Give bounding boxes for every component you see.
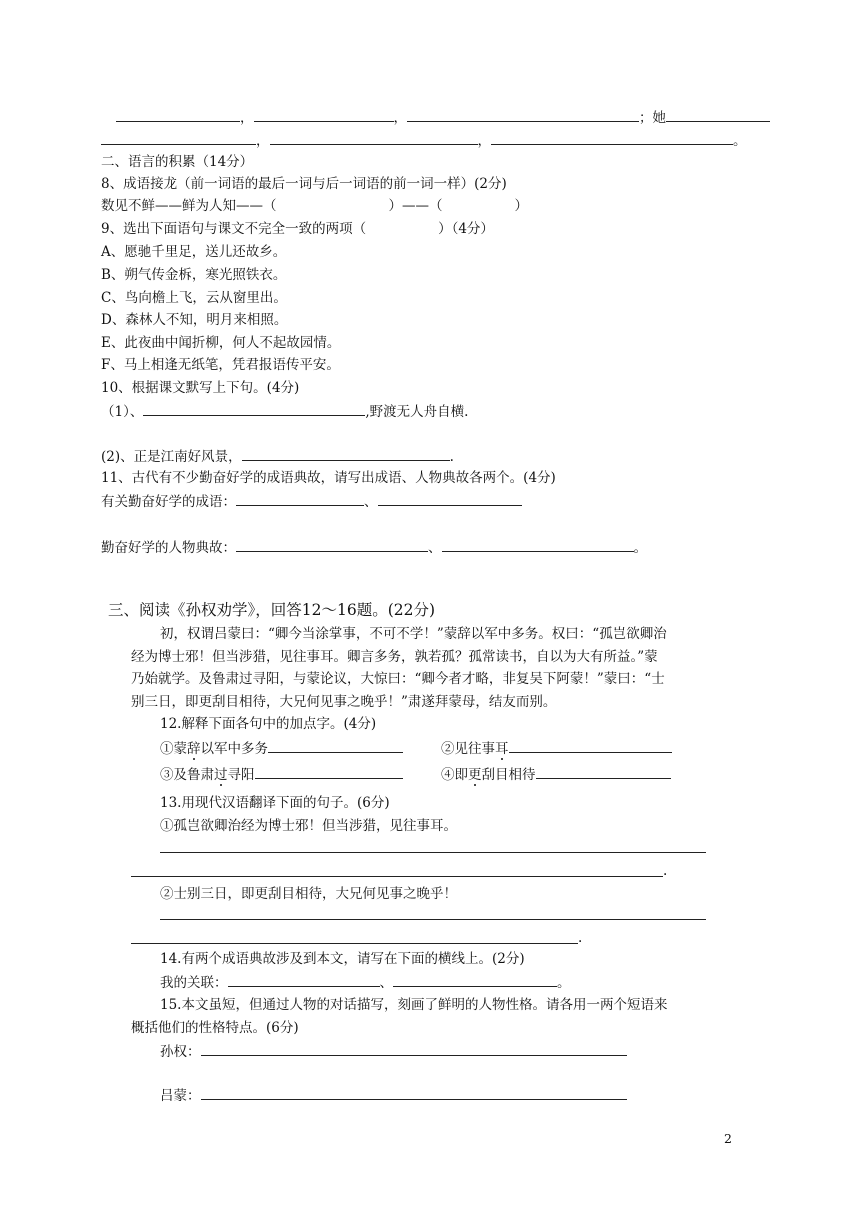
blank[interactable] xyxy=(236,492,364,506)
blank[interactable] xyxy=(270,131,478,145)
relation-line: 我的关联： 、 。 xyxy=(160,975,571,991)
option-e: E、此夜曲中闻折柳，何人不起故园情。 xyxy=(101,335,341,351)
idiom-answer-line: 有关勤奋好学的成语： 、 xyxy=(101,492,522,511)
blank[interactable] xyxy=(236,538,428,552)
option-a: A、愿驰千里足，送儿还故乡。 xyxy=(101,244,287,260)
explain-item-3: ③及鲁肃过寻阳 xyxy=(160,765,403,784)
question-prompt: 12.解释下面各句中的加点字。(4分) xyxy=(160,716,377,732)
explain-item-2: ②见往事耳 xyxy=(441,739,672,758)
option-b: B、朔气传金柝，寒光照铁衣。 xyxy=(101,267,287,283)
explain-item-4: ④即更刮目相待 xyxy=(441,765,671,784)
question-prompt: 13.用现代汉语翻译下面的句子。(6分) xyxy=(160,795,390,811)
question-prompt-cont: 概括他们的性格特点。(6分) xyxy=(131,1020,299,1036)
blank[interactable] xyxy=(255,765,403,779)
period: . xyxy=(578,930,583,946)
answer-line[interactable] xyxy=(160,852,706,853)
question-prompt: 9、选出下面语句与课文不完全一致的两项（ ）（4分） xyxy=(101,221,494,237)
option-d: D、森林人不知，明月来相照。 xyxy=(101,312,288,328)
lvmeng-line: 吕蒙： xyxy=(160,1086,627,1105)
question-prompt: 14.有两个成语典故涉及到本文，请写在下面的横线上。(2分) xyxy=(160,951,525,967)
blank[interactable] xyxy=(491,131,733,145)
blank[interactable] xyxy=(201,1042,627,1056)
recite-line-2: (2)、正是江南好风景， . xyxy=(101,449,454,465)
answer-line[interactable] xyxy=(131,876,663,877)
blank[interactable] xyxy=(442,538,634,552)
blank[interactable] xyxy=(228,973,380,987)
translate-sentence-1: ①孤岂欲卿治经为博士邪！但当涉猎，见往事耳。 xyxy=(160,818,457,834)
recite-line-1: （1）、 ,野渡无人舟自横. xyxy=(101,404,469,420)
question-prompt: 8、成语接龙（前一词语的最后一词与后一词语的前一词一样）(2分) xyxy=(101,176,507,192)
blank[interactable] xyxy=(536,765,671,779)
question-prompt: 11、古代有不少勤奋好学的成语典故，请写出成语、人物典故各两个。(4分) xyxy=(101,470,556,486)
blank[interactable] xyxy=(201,1086,627,1100)
option-f: F、马上相逢无纸笔，凭君报语传平安。 xyxy=(101,357,340,373)
dotted-char: 过 xyxy=(214,767,228,783)
blank[interactable] xyxy=(143,402,365,416)
blank[interactable] xyxy=(268,739,403,753)
fill-line-1: ， ， ；她 xyxy=(116,108,770,127)
period: . xyxy=(663,863,668,879)
blank[interactable] xyxy=(242,447,450,461)
page-number: 2 xyxy=(724,1131,732,1146)
option-c: C、鸟向檐上飞，云从窗里出。 xyxy=(101,290,287,306)
passage-line: 初，权谓吕蒙曰：“卿今当涂掌事，不可不学！”蒙辞以军中多务。权曰：“孤岂欲卿治 xyxy=(160,626,667,642)
passage-line: 别三日，即更刮目相待，大兄何见事之晚乎！”肃遂拜蒙母，结友而别。 xyxy=(131,694,557,710)
idiom-chain: 数见不鲜——鲜为人知——（ ）——（ ） xyxy=(101,198,528,214)
passage-line: 经为博士邪！但当涉猎，见往事耳。卿言多务，孰若孤？孤常读书，自以为大有所益。”蒙 xyxy=(131,649,658,665)
question-prompt: 10、根据课文默写上下句。(4分) xyxy=(101,380,300,396)
question-prompt: 15.本文虽短，但通过人物的对话描写，刻画了鲜明的人物性格。请各用一两个短语来 xyxy=(160,997,668,1013)
explain-item-1: ①蒙辞以军中多务 xyxy=(160,739,403,758)
blank[interactable] xyxy=(116,108,240,122)
answer-line[interactable] xyxy=(160,919,706,920)
blank[interactable] xyxy=(254,108,394,122)
dotted-char: 耳 xyxy=(495,741,509,757)
blank[interactable] xyxy=(101,131,256,145)
answer-line[interactable] xyxy=(131,943,578,944)
blank[interactable] xyxy=(509,739,672,753)
blank[interactable] xyxy=(666,108,770,122)
section-title: 三、阅读《孙权劝学》，回答12～16题。(22分) xyxy=(108,601,436,619)
fill-line-2: ， ， 。 xyxy=(101,131,747,150)
dotted-char: 更 xyxy=(468,767,482,783)
blank[interactable] xyxy=(378,492,522,506)
passage-line: 乃始就学。及鲁肃过寻阳，与蒙论议，大惊曰：“卿今者才略，非复吴下阿蒙！”蒙曰：“士 xyxy=(131,671,665,687)
people-answer-line: 勤奋好学的人物典故： 、 。 xyxy=(101,540,647,556)
blank[interactable] xyxy=(407,108,639,122)
sunquan-line: 孙权： xyxy=(160,1042,627,1061)
blank[interactable] xyxy=(393,973,557,987)
dotted-char: 辞 xyxy=(187,741,201,757)
section-title: 二、语言的积累（14分） xyxy=(101,154,254,170)
translate-sentence-2: ②士别三日，即更刮目相待，大兄何见事之晚乎！ xyxy=(160,886,457,902)
